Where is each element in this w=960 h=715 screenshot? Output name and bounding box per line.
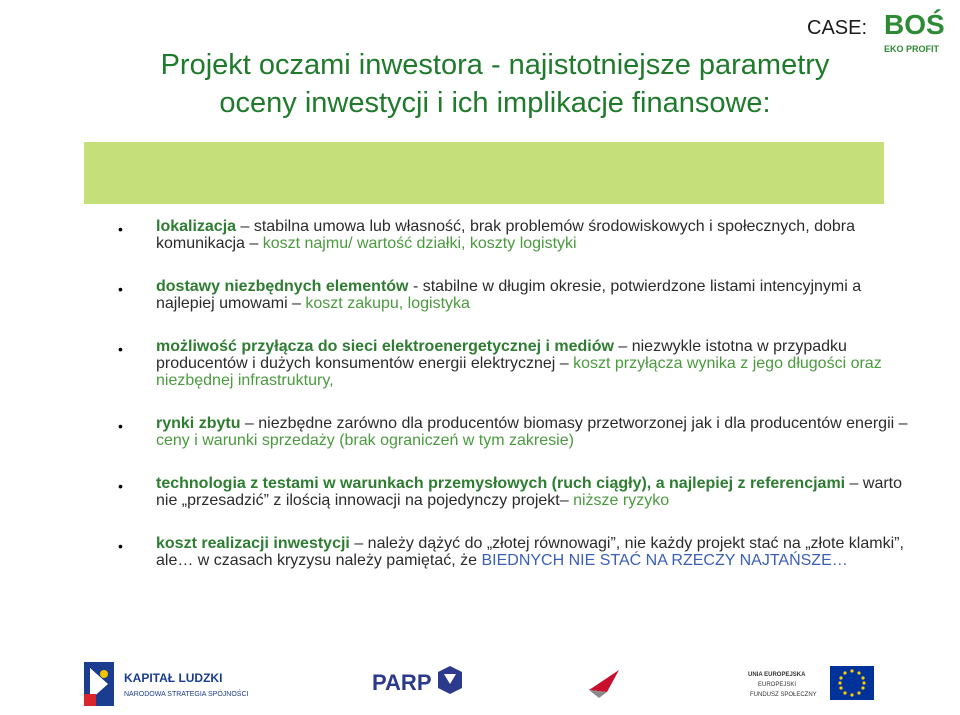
bos-logo [880, 4, 958, 58]
title-line-1: Projekt oczami inwestora - najistotniejsze parametry [160, 49, 830, 81]
bullet-text: – należy dążyć do „złotej równowagi”, nie każdy projekt stać na „złote klamki”, ale… w czasach kryzysu należy pamiętać, że [156, 535, 904, 569]
bullet-cost: BIEDNYCH NIE STAĆ NA RZECZY NAJTAŃSZE… [481, 552, 848, 569]
bullet-text: – niezwykle istotna w przypadku producentów i dużych konsumentów energii elektrycznej – [156, 338, 847, 372]
bullet-head: możliwość przyłącza do sieci elektroenergetycznej i mediów [156, 338, 614, 355]
svg-text:EUROPEJSKI: EUROPEJSKI [758, 682, 797, 688]
list-item [118, 475, 908, 509]
bullet-icon: • [118, 478, 123, 494]
bullet-icon: • [118, 341, 123, 357]
bullet-list [118, 218, 908, 569]
logo-text: BOŚ [884, 9, 945, 40]
bullet-cost: koszt zakupu, logistyka [305, 295, 470, 312]
page-title [105, 46, 885, 122]
bullet-text: - stabilne w długim okresie, potwierdzone listami intencyjnymi a najlepiej umowami – [156, 278, 862, 312]
bullet-icon: • [118, 538, 123, 554]
bullet-cost: niższe ryzyko [573, 492, 670, 509]
bullet-text: – warto nie „przesadzić” z ilością innowacji na pojedynczy projekt– [156, 475, 903, 509]
list-item [118, 278, 908, 312]
bullet-cost: koszt najmu/ wartość działki, koszty logistyki [262, 235, 577, 252]
ministry-logo [585, 664, 625, 704]
parp-logo [372, 662, 472, 702]
title-line-2: oceny inwestycji i ich implikacje finansowe: [219, 87, 771, 119]
list-item [118, 415, 908, 449]
bullet-head: rynki zbytu [156, 415, 241, 432]
list-item [118, 535, 908, 569]
bullet-icon: • [118, 418, 123, 434]
case-label: CASE: [807, 17, 868, 39]
bullet-head: koszt realizacji inwestycji [156, 535, 350, 552]
bullet-head: technologia z testami w warunkach przemysłowych (ruch ciągły), a najlepiej z referencjami [156, 475, 846, 492]
svg-text:PARP: PARP [372, 670, 432, 695]
bullet-cost: koszt przyłącza wynika z jego długości oraz niezbędnej infrastruktury, [156, 355, 882, 389]
green-band [84, 142, 884, 204]
svg-text:KAPITAŁ LUDZKI: KAPITAŁ LUDZKI [124, 671, 223, 685]
kapital-ludzki-logo [84, 656, 304, 712]
bullet-head: dostawy niezbędnych elementów [156, 278, 409, 295]
bullet-cost: ceny i warunki sprzedaży (brak ograniczeń w tym zakresie) [156, 432, 574, 449]
bullet-head: lokalizacja [156, 218, 237, 235]
list-item [118, 218, 908, 252]
svg-text:NARODOWA STRATEGIA SPÓJNOŚCI: NARODOWA STRATEGIA SPÓJNOŚCI [124, 691, 249, 698]
footer-logos [0, 650, 960, 715]
bullet-icon: • [118, 221, 123, 237]
bullet-text: – stabilna umowa lub własność, brak problemów środowiskowych i społecznych, dobra komunikacja – [156, 218, 856, 252]
svg-text:FUNDUSZ SPOŁECZNY: FUNDUSZ SPOŁECZNY [750, 692, 817, 698]
logo-subtext: EKO PROFIT [884, 44, 940, 54]
list-item [118, 338, 908, 389]
bullet-text: – niezbędne zarówno dla producentów biomasy przetworzonej jak i dla producentów energii – [240, 415, 908, 432]
bullet-icon: • [118, 281, 123, 297]
eu-logo [748, 662, 878, 706]
svg-text:UNIA EUROPEJSKA: UNIA EUROPEJSKA [748, 672, 806, 678]
